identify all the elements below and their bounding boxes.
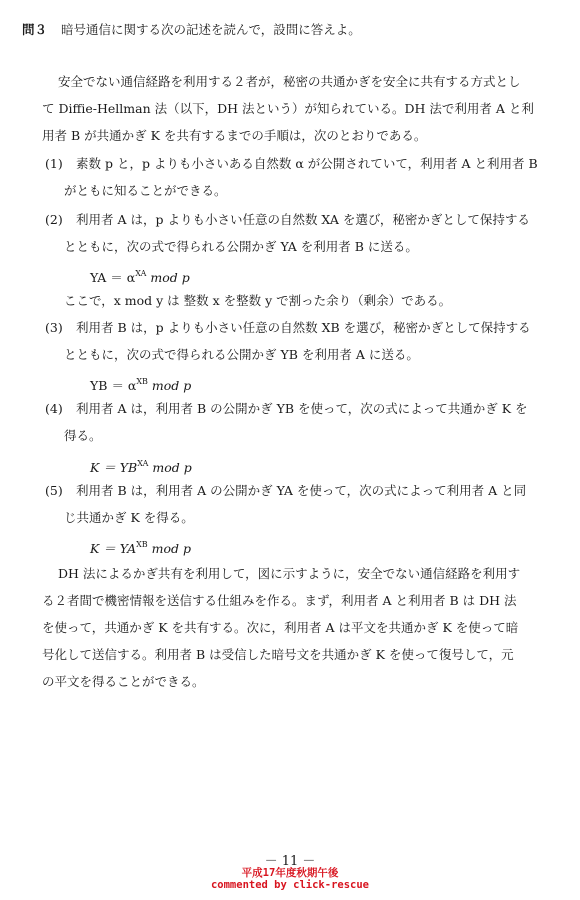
step-3-number: (3) [45,320,63,335]
formula-mod: mod p [151,541,192,556]
closing-line-4: 号化して送信する。利用者 B は受信した暗号文を共通かぎ K を使って復号して，元 [42,647,514,662]
question-header [22,22,361,38]
formula-equals: ＝ α [110,270,136,285]
step-3-line-2: とともに，次の式で得られる公開かぎ YB を利用者 A に送る。 [64,347,419,362]
question-instruction: 暗号通信に関する次の記述を読んで，設問に答えよ。 [61,22,361,37]
step-5-formula [90,537,191,557]
formula-exponent: XA [137,459,149,468]
formula-lhs: YA [90,270,107,285]
step-2-formula [90,266,190,286]
formula-mod: mod p [151,378,192,393]
commented-by-stamp: commented by click-rescue [210,879,370,891]
step-1-line-2: がともに知ることができる。 [64,183,227,198]
closing-line-3: を使って，共通かぎ K を共有する。次に，利用者 A は平文を共通かぎ K を使って暗 [42,620,519,635]
step-4-number: (4) [45,401,63,416]
step-5-line-2: じ共通かぎ K を得る。 [64,510,194,525]
step-2-line-1: 利用者 A は，p よりも小さい任意の自然数 XA を選び，秘密かぎとして保持する [76,212,530,227]
closing-line-5: の平文を得ることができる。 [42,674,205,689]
formula-lhs: YB [90,378,108,393]
step-2-line-2: とともに，次の式で得られる公開かぎ YA を利用者 B に送る。 [64,239,418,254]
exam-year-stamp: 平成17年度秋期午後 [241,867,339,879]
intro-line-3: 用者 B が共通かぎ K を共有するまでの手順は，次のとおりである。 [42,128,427,143]
intro-line-1: 安全でない通信経路を利用する２者が，秘密の共通かぎを安全に共有する方式とし [58,74,521,89]
step-1-number: (1) [45,156,63,171]
formula-equals: ＝ α [111,378,137,393]
step-5-line-1: 利用者 B は，利用者 A の公開かぎ YA を使って，次の式によって利用者 A と同 [76,483,527,498]
formula-exponent: XA [135,269,147,278]
step-5-number: (5) [45,483,63,498]
formula-mod: mod p [150,270,190,285]
formula-exponent: XB [136,377,148,386]
step-1-line-1: 素数 p と，p よりも小さいある自然数 α が公開されていて，利用者 A と利用者 B [76,156,538,171]
closing-line-2: る２者間で機密情報を送信する仕組みを作る。まず，利用者 A と利用者 B は DH 法 [42,593,517,608]
intro-line-2: て Diffie-Hellman 法（以下，DH 法という）が知られている。DH 法で利用者 A と利 [42,101,534,116]
step-4-formula [90,456,192,476]
formula-mod: mod p [152,460,192,475]
page-number: － 11 － [264,854,316,869]
step-4-line-2: 得る。 [64,428,102,443]
closing-line-1: DH 法によるかぎ共有を利用して，図に示すように，安全でない通信経路を利用す [58,566,521,581]
step-3-formula [90,374,191,394]
step-3-line-1: 利用者 B は，p よりも小さい任意の自然数 XB を選び，秘密かぎとして保持する [76,320,531,335]
step-2-note: ここで，x mod y は 整数 x を整数 y で割った余り（剰余）である。 [64,293,452,308]
formula-exponent: XB [136,540,148,549]
question-label: 問３ [22,22,48,37]
step-2-number: (2) [45,212,63,227]
step-4-line-1: 利用者 A は，利用者 B の公開かぎ YB を使って，次の式によって共通かぎ K を [76,401,528,416]
formula-lhs: K ＝ YB [90,460,138,475]
formula-lhs: K ＝ YA [90,541,137,556]
